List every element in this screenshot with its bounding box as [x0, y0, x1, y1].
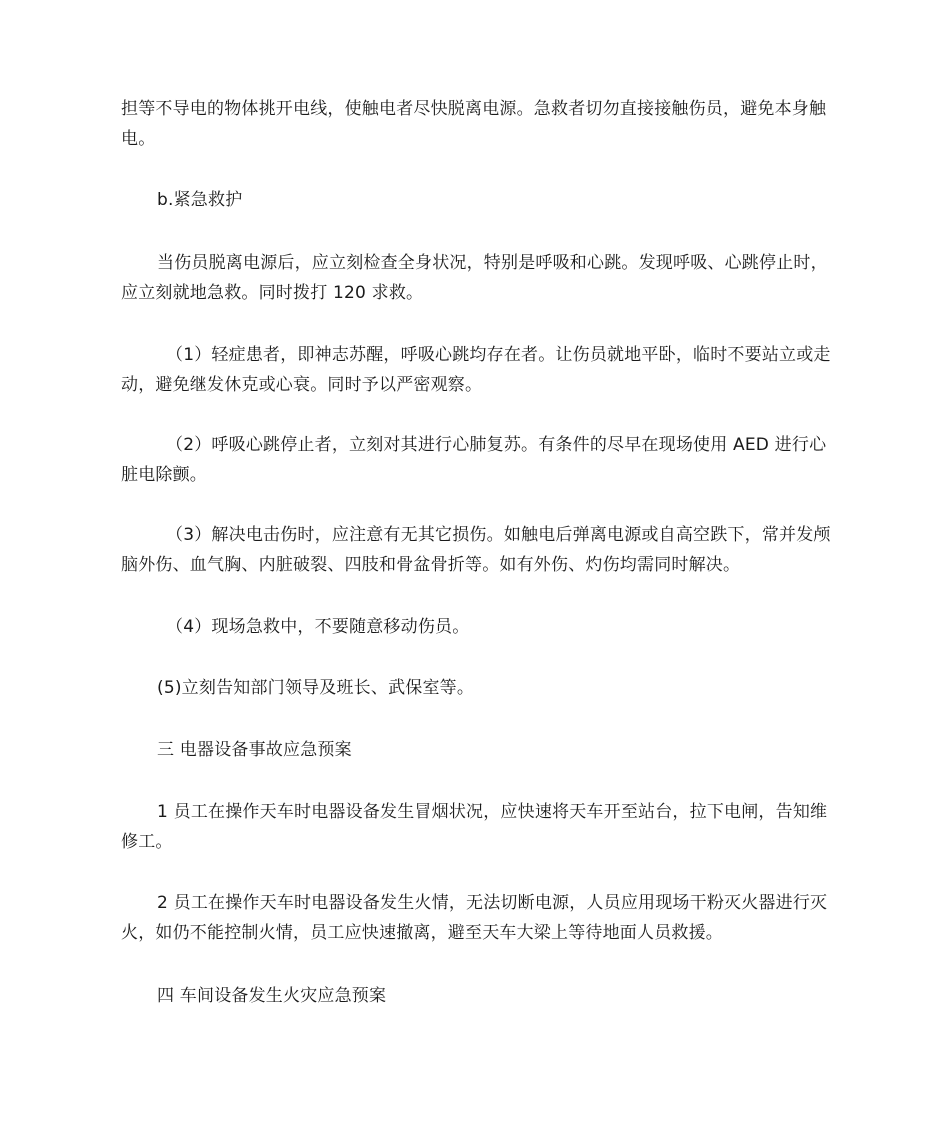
heading-section-3: 三 电器设备事故应急预案 [157, 740, 352, 760]
paragraph-item-5: (5)立刻告知部门领导及班长、武保室等。 [157, 678, 475, 698]
paragraph-section-3-item-2: 2 员工在操作天车时电器设备发生火情，无法切断电源，人员应用现场干粉灭火器进行灭火，如仍不能控制火情，员工应快速撤离，避至天车大梁上等待地面人员救援。 [121, 893, 828, 943]
paragraph-item-2: （2）呼吸心跳停止者，立刻对其进行心肺复苏。有条件的尽早在现场使用 AED 进行心脏电除颤。 [121, 435, 827, 485]
paragraph-check-status: 当伤员脱离电源后，应立刻检查全身状况，特别是呼吸和心跳。发现呼吸、心跳停止时，应立刻就地急救。同时拨打 120 求救。 [121, 253, 828, 303]
paragraph-item-4: （4）现场急救中，不要随意移动伤员。 [166, 617, 470, 637]
heading-section-4: 四 车间设备发生火灾应急预案 [157, 986, 387, 1006]
paragraph-item-3: （3）解决电击伤时，应注意有无其它损伤。如触电后弹离电源或自高空跌下，常并发颅脑外伤、血气胸、内脏破裂、四肢和骨盆骨折等。如有外伤、灼伤均需同时解决。 [121, 525, 831, 575]
heading-emergency-aid: b.紧急救护 [157, 190, 243, 210]
paragraph-item-1: （1）轻症患者，即神志苏醒，呼吸心跳均存在者。让伤员就地平卧，临时不要站立或走动，避免继发休克或心衰。同时予以严密观察。 [121, 345, 831, 395]
paragraph-rescue-intro: 担等不导电的物体挑开电线，使触电者尽快脱离电源。急救者切勿直接接触伤员，避免本身触电。 [121, 99, 827, 149]
paragraph-section-3-item-1: 1 员工在操作天车时电器设备发生冒烟状况，应快速将天车开至站台，拉下电闸，告知维修工。 [121, 802, 828, 852]
